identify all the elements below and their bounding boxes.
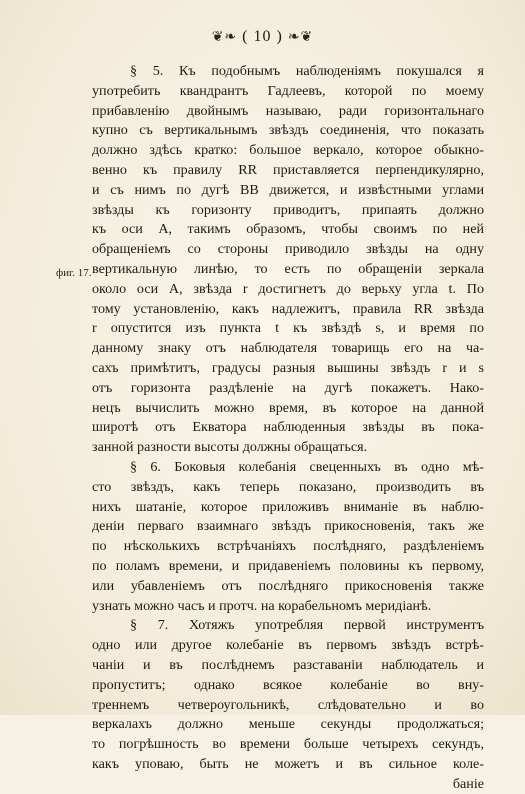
text-line: деніи перваго взаимнаго звѣздъ прикосновенія, такъ же: [92, 518, 484, 535]
text-line: употребить квандрантъ Гадлеевъ, которой по моему: [92, 82, 484, 99]
text-line: сахъ примѣтитъ, градусы разныя вышины звѣздъ r и s: [92, 359, 484, 376]
text-line: прибавленію двойнымъ называю, ради горизонтальнаго: [92, 102, 484, 119]
text-line: веркалахъ должно меньше секунды продолжаться;: [92, 716, 484, 733]
text-line: одно или другое колебаніе въ первомъ звѣздъ встрѣ-: [92, 637, 484, 654]
text-line: и съ нимъ по дугѣ ВВ движется, и извѣстными углами: [92, 181, 484, 198]
text-line: пропуститъ; однако всякое колебаніе во вну-: [92, 676, 484, 693]
text-line: по нѣсколькихъ встрѣчаніяхъ послѣдняго, раздѣленіемъ: [92, 538, 484, 555]
text-line: треннемъ четвероугольникѣ, слѣдовательно и во: [92, 696, 484, 713]
text-line: вертикальную линѣю, то есть по обращеніи зеркала: [92, 260, 484, 277]
text-line: данному знаку отъ наблюдателя товарищь его на ча-: [92, 340, 484, 357]
page-header: [0, 28, 525, 46]
text-line: около оси А, звѣзда r достигнетъ до верьху угла t. По: [92, 280, 484, 297]
text-line: звѣзды къ горизонту приводитъ, припаять должно: [92, 201, 484, 218]
ornament-left: ❦❧: [211, 30, 238, 45]
ornament-right: ❧❦: [287, 30, 314, 45]
text-line: должно здѣсь кратко: большое веркало, которое обыкно-: [92, 142, 484, 159]
text-line: нецъ вычислить можно время, въ которое на данной: [92, 399, 484, 416]
catchword: баніе: [452, 775, 484, 792]
text-line: широтѣ отъ Екватора наблюденныя звѣзды въ пока-: [92, 419, 484, 436]
text-line: тому установленію, какъ надлежитъ, правила RR звѣзда: [92, 300, 484, 317]
text-line: къ оси А, такимъ образомъ, чтобы своимъ по ней: [92, 221, 484, 238]
text-line: r опустится изъ пункта t къ звѣздѣ s, и время по: [92, 320, 484, 337]
text-line: по поламъ времени, и придавеніемъ половины къ первому,: [92, 557, 484, 574]
text-line: узнать можно часъ и протч. на корабельномъ меридіанѣ.: [92, 597, 432, 614]
text-line: чаніи и въ послѣднемъ разставаніи наблюдатель и: [92, 656, 484, 673]
figure-margin-note: фиг. 17.: [56, 267, 92, 279]
page-number: ( 10 ): [242, 28, 283, 45]
text-line: нихъ шатаніе, которое приложивъ вниманіе въ наблю-: [92, 498, 484, 515]
text-line: сто звѣздъ, какъ теперь показано, производить въ: [92, 478, 484, 495]
text-line: занной разности высоты должны обращаться.: [92, 439, 368, 456]
text-line: купно съ вертикальнымъ звѣздъ соединенія, что показать: [92, 122, 484, 139]
text-line: венно къ правилу RR приставляется перпендикулярно,: [92, 161, 484, 178]
text-line: отъ горизонта раздѣленіе на дугѣ покажетъ. Нако-: [92, 379, 484, 396]
text-line: § 5. Къ подобнымъ наблюденіямъ покушался я: [130, 63, 484, 79]
text-line: или убавленіемъ отъ послѣдняго прикосновенія также: [92, 577, 484, 594]
text-line: обращеніемъ со стороны приводило звѣзды на одну: [92, 241, 484, 258]
text-line: § 7. Хотяжъ употребляя первой инструментъ: [130, 617, 484, 634]
text-line: то погрѣшность во времени больше четырехъ секундъ,: [92, 736, 484, 753]
text-line: § 6. Боковыя колебанія свеценныхъ въ одно мѣ-: [130, 458, 484, 475]
text-line: какъ уповаю, быть не можетъ и въ сильное коле-: [92, 755, 484, 772]
text-body: [92, 62, 484, 794]
